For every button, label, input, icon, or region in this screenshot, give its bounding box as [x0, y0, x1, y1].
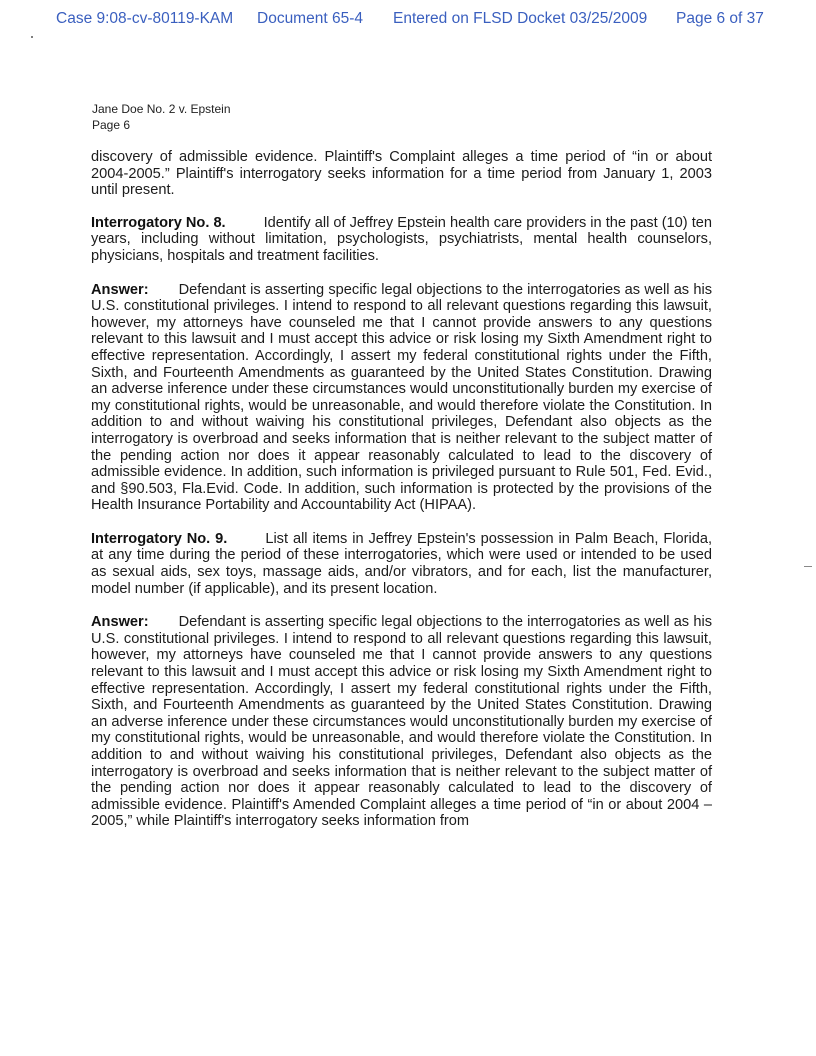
- answer-9-text: Defendant is asserting specific legal objections to the interrogatories as well as his U.S. constitutional privileges. I intend to respond to all relevant questions regarding this lawsuit, however, my attorneys have counseled me that I cannot provide answers to any questions relevant to this lawsuit and I must accept this advice or risk losing my Sixth Amendment right to effective representation. Accordingly, I assert my federal constitutional rights under the Fifth, Sixth, and Fourteenth Amendments as guaranteed by the United States Constitution. Drawing an adverse inference under these circumstances would unconstitutionally burden my exercise of my constitutional rights, would be unreasonable, and would therefore violate the Constitution. In addition to and without waiving his constitutional privileges, Defendant also objects as the interrogatory is overbroad and seeks information that is neither relevant to the subject matter of the pending action nor does it appear reasonably calculated to lead to the discovery of admissible evidence. Plaintiff's Amended Complaint alleges a time period of “in or about 2004 – 2005,” while Plaintiff's interrogatory seeks information from: [91, 614, 712, 830]
- interrogatory-9: [91, 531, 712, 597]
- interrogatory-8-label: Interrogatory No. 8.: [91, 214, 226, 231]
- answer-8-text: Defendant is asserting specific legal objections to the interrogatories as well as his U.S. constitutional privileges. I intend to respond to all relevant questions regarding this lawsuit, however, my attorneys have counseled me that I cannot provide answers to any questions relevant to this lawsuit and I must accept this advice or risk losing my Sixth Amendment right to effective representation. Accordingly, I assert my federal constitutional rights under the Fifth, Sixth, and Fourteenth Amendments as guaranteed by the United States Constitution. Drawing an adverse inference under these circumstances would unconstitutionally burden my exercise of my constitutional rights, would be unreasonable, and would therefore violate the Constitution. In addition to and without waiving his constitutional privileges, Defendant also objects as the interrogatory is overbroad and seeks information that is neither relevant to the subject matter of the pending action nor does it appear reasonably calculated to lead to the discovery of admissible evidence. In addition, such information is privileged pursuant to Rule 501, Fed. Evid., and §90.503, Fla.Evid. Code. In addition, such information is protected by the provisions of the Health Insurance Portability and Accountability Act (HIPAA).: [91, 281, 712, 514]
- document-number: Document 65-4: [257, 10, 363, 27]
- margin-tick: [804, 566, 812, 567]
- page-count: Page 6 of 37: [676, 10, 764, 27]
- answer-9: [91, 614, 712, 830]
- interrogatory-8-text: Identify all of Jeffrey Epstein health care providers in the past (10) ten years, including without limitation, psychologists, psychiatrists, mental health counselors, physicians, hospitals and treatment facilities.: [91, 214, 712, 264]
- case-caption: Jane Doe No. 2 v. Epstein: [92, 102, 231, 116]
- interrogatory-9-label: Interrogatory No. 9.: [91, 530, 228, 547]
- answer-8-label: Answer:: [91, 281, 149, 298]
- answer-9-label: Answer:: [91, 614, 149, 631]
- document-body: [91, 149, 712, 847]
- interrogatory-8: [91, 215, 712, 265]
- intro-paragraph: discovery of admissible evidence. Plaintiff's Complaint alleges a time period of “in or about 2004-2005.” Plaintiff's interrogatory seeks information for a time period from January 1, 2003 until present.: [91, 149, 712, 199]
- letter-page-label: Page 6: [92, 118, 131, 132]
- letter-caption-block: [92, 101, 231, 133]
- scan-speck: [31, 36, 33, 38]
- interrogatory-9-text: List all items in Jeffrey Epstein's possession in Palm Beach, Florida, at any time during the period of these interrogatories, which were used or intended to be used as sexual aids, sex toys, massage aids, and/or vibrators, and for each, list the manufacturer, model number (if applicable), and its present location.: [91, 530, 712, 597]
- docket-entry-date: Entered on FLSD Docket 03/25/2009: [393, 10, 648, 27]
- answer-8: [91, 282, 712, 514]
- court-filing-header: [0, 10, 816, 32]
- case-number: Case 9:08-cv-80119-KAM: [56, 10, 234, 27]
